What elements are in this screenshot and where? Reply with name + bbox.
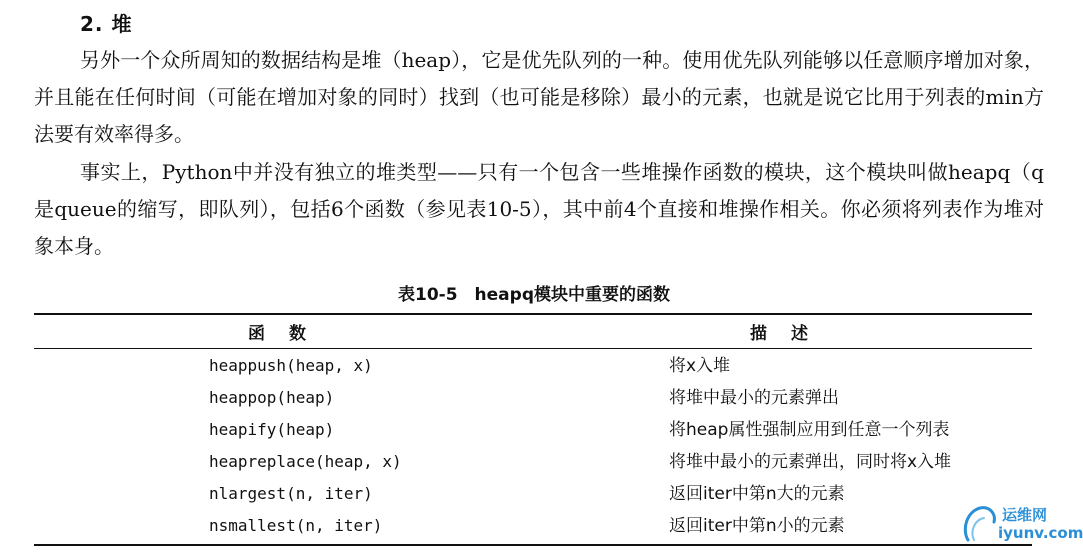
table-row [0,350,1068,382]
description-cell: 将x入堆 [669,356,731,376]
function-cell: heapreplace(heap, x) [209,452,402,471]
paragraph-heapq-module: 事实上，Python中并没有独立的堆类型——只有一个包含一些堆操作函数的模块，这个模块叫做heapq（q是queue的缩写，即队列），包括6个函数（参见表10-5），其中前4个直接和堆操作相关。你必须将列表作为堆对象本身。 [34,160,1044,258]
table-body [0,350,1068,542]
description-cell: 返回iter中第n小的元素 [669,516,845,536]
table-caption: 表10-5 heapq模块中重要的函数 [398,285,670,305]
description-cell: 将heap属性强制应用到任意一个列表 [669,420,950,440]
watermark [960,500,1083,548]
table-header-description: 描述 [750,324,832,344]
description-cell: 将堆中最小的元素弹出 [669,388,839,408]
watermark-line2: iyunv.com [998,524,1083,542]
paragraph-heap-intro: 另外一个众所周知的数据结构是堆（heap），它是优先队列的一种。使用优先队列能够以任意顺序增加对象，并且能在任何时间（可能在增加对象的同时）找到（也可能是移除）最小的元素，也就是说它比用于列表的min方法要有效率得多。 [34,48,1044,146]
watermark-line1: 运维网 [1002,506,1048,524]
table-header-function: 函数 [248,324,330,344]
description-cell: 将堆中最小的元素弹出，同时将x入堆 [669,452,952,472]
description-cell: 返回iter中第n大的元素 [669,484,845,504]
table-row [0,382,1068,414]
table-header-rule [34,348,1032,349]
function-cell: heappop(heap) [209,388,335,407]
table-bottom-rule [34,544,1032,546]
function-cell: heappush(heap, x) [209,356,373,375]
section-title: 2. 堆 [80,12,133,36]
table-row [0,446,1068,478]
function-cell: heapify(heap) [209,420,335,439]
watermark-logo-icon [960,500,1000,548]
table-row [0,414,1068,446]
table-row [0,510,1068,542]
function-cell: nlargest(n, iter) [209,484,373,503]
table-top-rule [34,313,1032,315]
table-row [0,478,1068,510]
function-cell: nsmallest(n, iter) [209,516,383,535]
